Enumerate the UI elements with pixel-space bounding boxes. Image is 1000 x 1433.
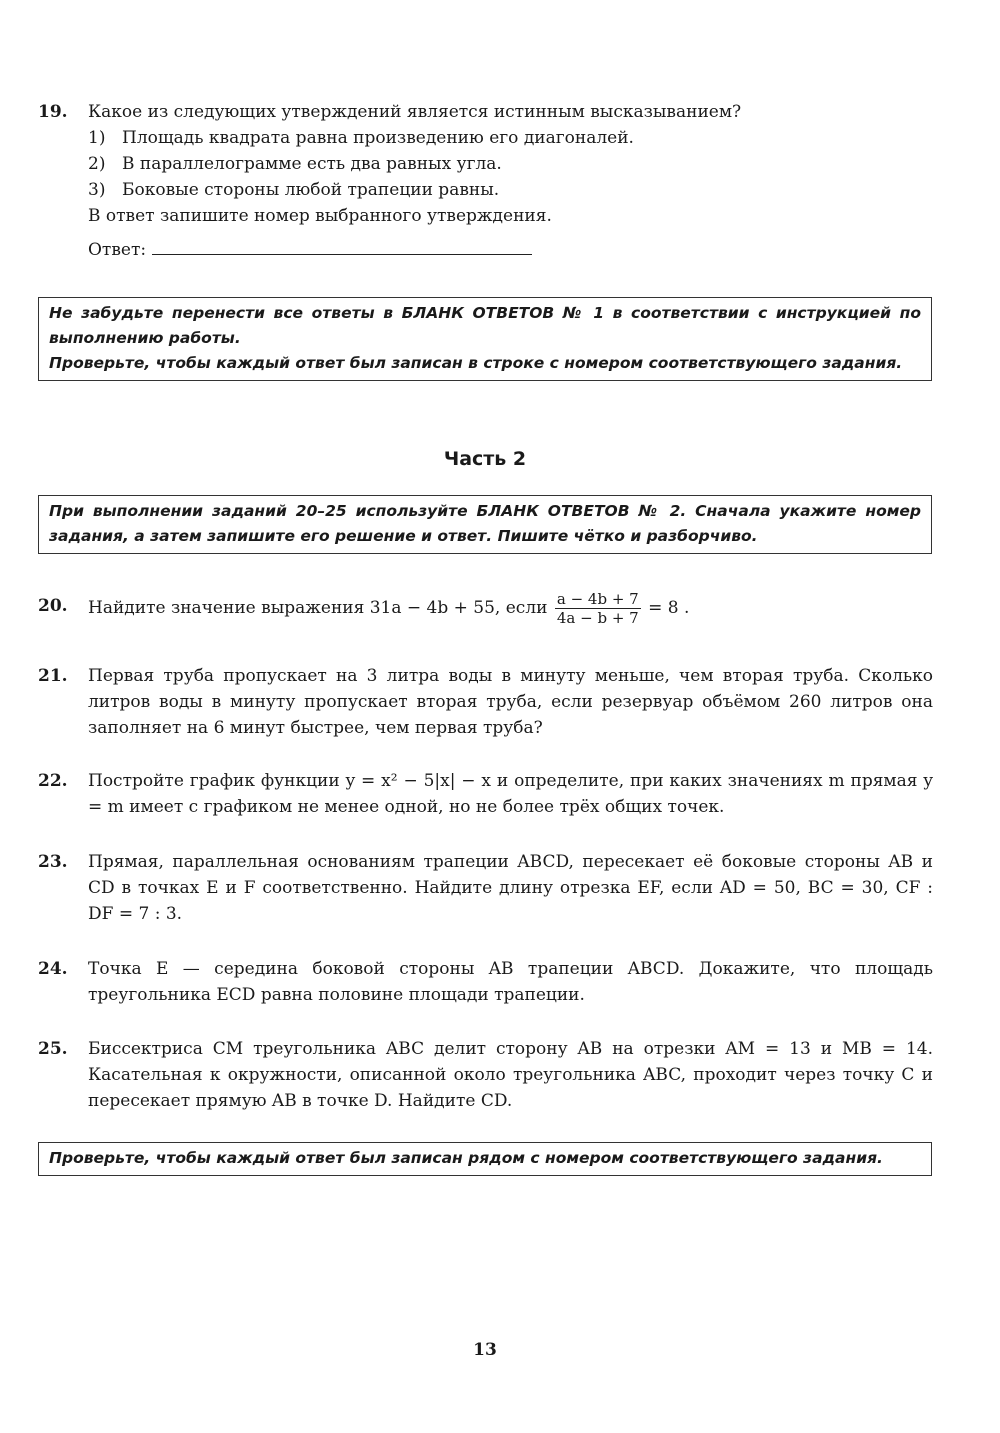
fraction [555, 590, 641, 627]
option-1: 1) Площадь квадрата равна произведению его диагоналей. [88, 128, 634, 148]
fraction-numerator: a − 4b + 7 [556, 590, 639, 608]
task-number: 25. [38, 1039, 68, 1059]
option-2: 2) В параллелограмме есть два равных угла. [88, 154, 502, 174]
task-number: 24. [38, 959, 68, 979]
page-number: 13 [473, 1340, 497, 1360]
task-19 [38, 99, 933, 263]
task-number: 19. [38, 102, 68, 122]
task-22 [38, 768, 933, 820]
task-text: Первая труба пропускает на 3 литра воды в минуту меньше, чем вторая труба. Сколько литров воды в минуту пропускает вторая труба, если резервуар объёмом 260 литров она заполняет на 6 минут быстрее, чем первая труба? [88, 666, 933, 738]
task-number: 22. [38, 771, 68, 791]
notice-line-2: Проверьте, чтобы каждый ответ был записан в строке с номером соответствующего задания. [49, 354, 903, 372]
task-21 [38, 663, 933, 741]
answer-row [88, 237, 933, 263]
task-text: Найдите значение выражения 31a − 4b + 55, если [88, 598, 548, 618]
task-number: 20. [38, 596, 68, 616]
equation-tail: = 8 . [648, 598, 690, 618]
task-number: 21. [38, 666, 68, 686]
task-text: Биссектриса CM треугольника ABC делит сторону AB на отрезки AM = 13 и MB = 14. Касательная к окружности, описанной около треугольника ABC, проходит через точку C и пересекает прямую AB в точке D. Найдите CD. [88, 1039, 933, 1111]
answer-line[interactable] [152, 238, 532, 255]
task-instruction: В ответ запишите номер выбранного утверждения. [88, 206, 552, 226]
task-text: Прямая, параллельная основаниям трапеции ABCD, пересекает её боковые стороны AB и CD в точках E и F соответственно. Найдите длину отрезка EF, если AD = 50, BC = 30, CF : DF = 7 : 3. [88, 852, 933, 924]
answer-label: Ответ: [88, 240, 147, 260]
option-3: 3) Боковые стороны любой трапеции равны. [88, 180, 500, 200]
notice-line-1: Не забудьте перенести все ответы в БЛАНК ОТВЕТОВ № 1 в соответствии с инструкцией по выполнению работы. [49, 304, 921, 347]
notice-text: При выполнении заданий 20–25 используйте БЛАНК ОТВЕТОВ № 2. Сначала укажите номер задания, а затем запишите его решение и ответ. Пишите чётко и разборчиво. [49, 502, 921, 545]
task-23 [38, 849, 933, 927]
fraction-denominator: 4a − b + 7 [556, 609, 639, 627]
task-number: 23. [38, 852, 68, 872]
notice-box-1 [38, 297, 932, 381]
task-text: Постройте график функции y = x² − 5|x| − x и определите, при каких значениях m прямая y = m имеет с графиком не менее одной, но не более трёх общих точек. [88, 771, 933, 817]
part-title: Часть 2 [443, 448, 527, 470]
task-20 [38, 590, 933, 627]
task-text: Точка E — середина боковой стороны AB трапеции ABCD. Докажите, что площадь треугольника ECD равна половине площади трапеции. [88, 959, 933, 1005]
task-24 [38, 956, 933, 1008]
task-question: Какое из следующих утверждений является истинным высказыванием? [88, 102, 742, 122]
notice-box-3 [38, 1142, 932, 1176]
notice-text: Проверьте, чтобы каждый ответ был записан рядом с номером соответствующего задания. [49, 1149, 883, 1167]
task-25 [38, 1036, 933, 1114]
notice-box-2 [38, 495, 932, 554]
